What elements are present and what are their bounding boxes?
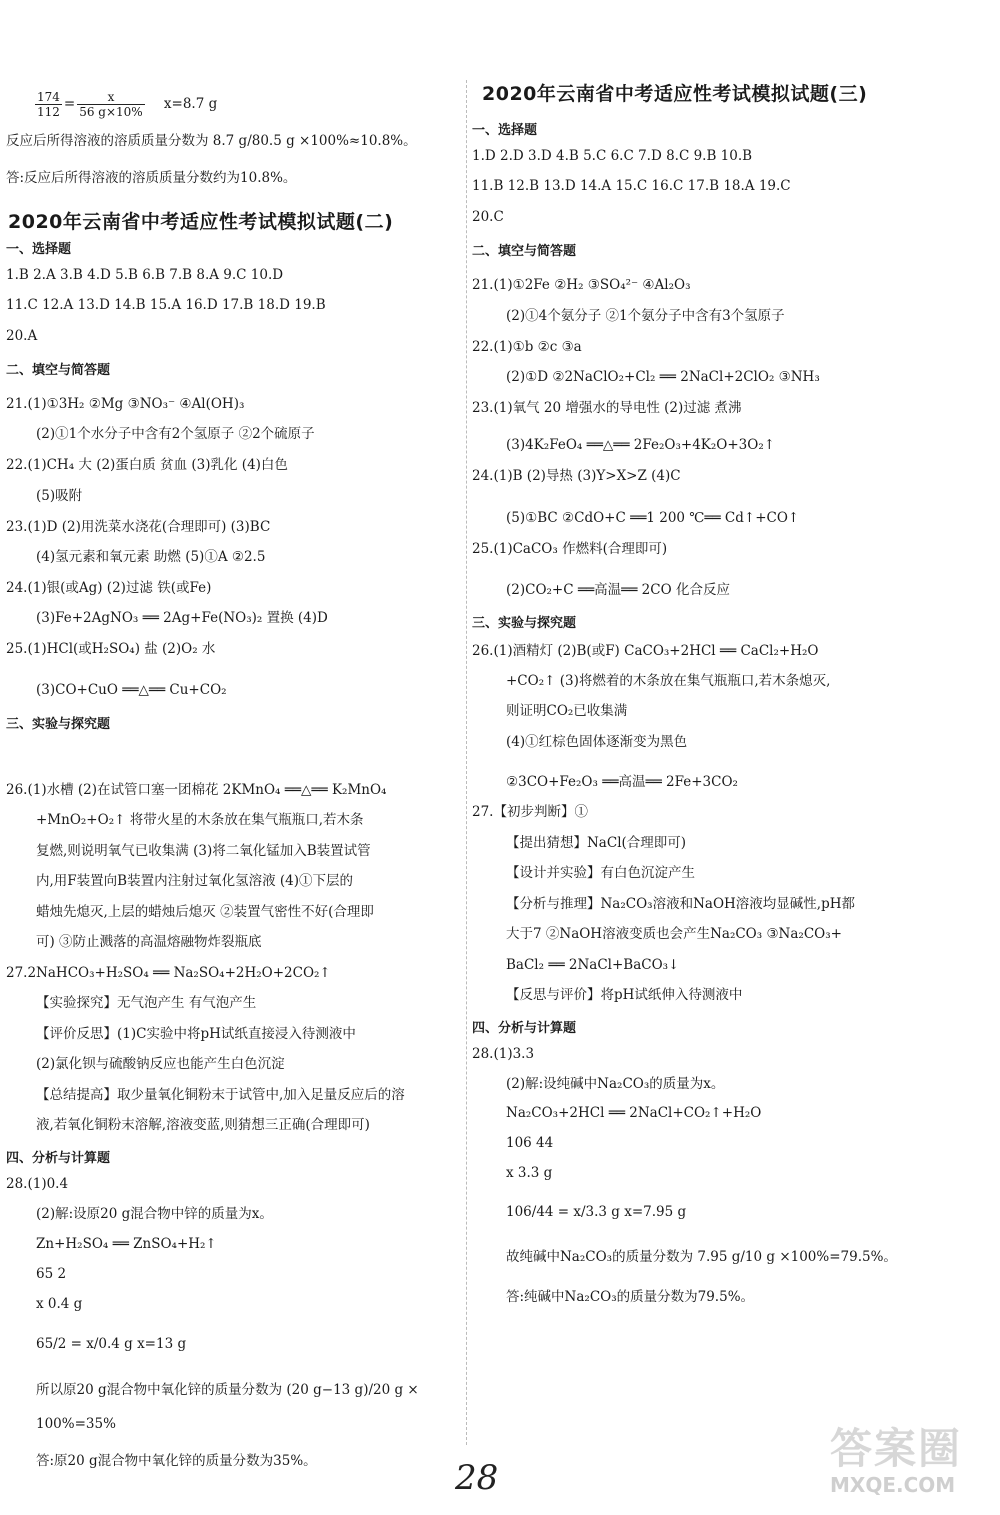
left-answer-line: 复燃,则说明氧气已收集满 (3)将二氧化锰加入B装置试管 [36,843,371,859]
section-heading: 四、分析与计算题 [472,1021,577,1036]
right-answer-line: 106/44 = x/3.3 g x=7.95 g [506,1204,687,1220]
left-answer-line: 反应后所得溶液的溶质质量分数为 8.7 g/80.5 g ×100%≈10.8%。 [6,133,417,149]
left-answer-line: 蜡烛先熄灭,上层的蜡烛后熄灭 ②装置气密性不好(合理即 [36,904,374,920]
right-answer-line: (2)CO₂+C ══高温══ 2CO 化合反应 [506,582,730,598]
left-answer-line: 26.(1)水槽 (2)在试管口塞一团棉花 2KMnO₄ ══△══ K₂MnO₄ [6,782,387,798]
left-answer-line: 25.(1)HCl(或H₂SO₄) 盐 (2)O₂ 水 [6,641,216,657]
right-answer-line: (5)①BC ②CdO+C ══1 200 ℃══ Cd↑+CO↑ [506,510,800,526]
right-answer-line: 23.(1)氧气 20 增强水的导电性 (2)过滤 煮沸 [472,400,742,416]
left-answer-line: 27.2NaHCO₃+H₂SO₄ ══ Na₂SO₄+2H₂O+2CO₂↑ [6,965,331,981]
watermark [830,1425,995,1510]
watermark-url: MXQE.COM [830,1473,956,1497]
right-answer-line: 26.(1)酒精灯 (2)B(或F) CaCO₃+2HCl ══ CaCl₂+H₂O [472,643,819,659]
right-answer-line: 则证明CO₂已收集满 [506,703,628,719]
right-answer-line: (3)4K₂FeO₄ ══△══ 2Fe₂O₃+4K₂O+3O₂↑ [506,437,776,453]
left-answer-line: 11.C 12.A 13.D 14.B 15.A 16.D 17.B 18.D 19.B [6,297,326,313]
right-answer-line: 大于7 ②NaOH溶液变质也会产生Na₂CO₃ ③Na₂CO₃+ [506,926,842,942]
exam-title-3: 2020年云南省中考适应性考试模拟试题(三) [482,83,868,105]
left-answer-line: (5)吸附 [36,488,83,504]
left-answer-line: 1.B 2.A 3.B 4.D 5.B 6.B 7.B 8.A 9.C 10.D [6,267,284,283]
right-answer-line: (2)①4个氨分子 ②1个氨分子中含有3个氢原子 [506,308,785,324]
right-answer-line: 【反思与评价】将pH试纸伸入待测液中 [506,987,743,1003]
page-number: 28 [455,1458,499,1498]
right-answer-line: 22.(1)①b ②c ③a [472,339,582,355]
left-answer-line: 22.(1)CH₄ 大 (2)蛋白质 贫血 (3)乳化 (4)白色 [6,457,288,473]
left-answer-line: 【评价反思】(1)C实验中将pH试纸直接浸入待测液中 [36,1026,356,1042]
left-answer-line: 65 2 [36,1266,67,1282]
left-answer-line: (2)氯化钡与硫酸钠反应也能产生白色沉淀 [36,1056,285,1072]
right-answer-line: 24.(1)B (2)导热 (3)Y>X>Z (4)C [472,468,681,484]
section-heading: 三、实验与探究题 [472,616,577,631]
section-heading: 二、填空与简答题 [6,363,111,378]
watermark-logo: 答案圈 [830,1424,963,1473]
right-answer-line: (4)①红棕色固体逐渐变为黑色 [506,734,688,750]
left-answer-line: 【实验探究】无气泡产生 有气泡产生 [36,995,257,1011]
left-answer-line: 24.(1)银(或Ag) (2)过滤 铁(或Fe) [6,580,212,596]
right-answer-line: x 3.3 g [506,1165,553,1181]
right-answer-line: 20.C [472,209,504,225]
section-heading: 四、分析与计算题 [6,1151,111,1166]
right-answer-line: 28.(1)3.3 [472,1046,535,1062]
left-answer-line: x 0.4 g [36,1296,83,1312]
right-answer-line: 21.(1)①2Fe ②H₂ ③SO₄²⁻ ④Al₂O₃ [472,277,691,293]
left-answer-line: (4)氢元素和氧元素 助燃 (5)①A ②2.5 [36,549,266,565]
left-answer-line: 100%=35% [36,1416,116,1432]
left-answer-line: (3)Fe+2AgNO₃ ══ 2Ag+Fe(NO₃)₂ 置换 (4)D [36,610,328,626]
right-answer-line: 【提出猜想】NaCl(合理即可) [506,835,687,851]
right-answer-line: Na₂CO₃+2HCl ══ 2NaCl+CO₂↑+H₂O [506,1105,762,1121]
right-answer-line: (2)①D ②2NaClO₂+Cl₂ ══ 2NaCl+2ClO₂ ③NH₃ [506,369,820,385]
right-answer-line: BaCl₂ ══ 2NaCl+BaCO₃↓ [506,957,680,973]
section-heading: 一、选择题 [6,242,72,257]
left-answer-line: 液,若氧化铜粉末溶解,溶液变蓝,则猜想三正确(合理即可) [36,1117,370,1133]
left-answer-line: (2)①1个水分子中含有2个氢原子 ②2个硫原子 [36,426,315,442]
left-answer-line: 答:原20 g混合物中氧化锌的质量分数为35%。 [36,1453,317,1469]
right-answer-line: 【设计并实验】有白色沉淀产生 [506,865,695,881]
right-answer-line: 【分析与推理】Na₂CO₃溶液和NaOH溶液均显碱性,pH都 [506,896,855,912]
right-answer-line: 11.B 12.B 13.D 14.A 15.C 16.C 17.B 18.A 19.C [472,178,791,194]
right-answer-line: (2)解:设纯碱中Na₂CO₃的质量为x。 [506,1076,725,1092]
left-answer-line: 答:反应后所得溶液的溶质质量分数约为10.8%。 [6,170,297,186]
right-answer-line: +CO₂↑ (3)将燃着的木条放在集气瓶瓶口,若木条熄灭, [506,673,831,689]
left-answer-line: (2)解:设原20 g混合物中锌的质量为x。 [36,1206,273,1222]
section-heading: 二、填空与简答题 [472,244,577,259]
left-answer-line: 所以原20 g混合物中氧化锌的质量分数为 (20 g−13 g)/20 g × [36,1382,419,1398]
right-answer-line: 答:纯碱中Na₂CO₃的质量分数为79.5%。 [506,1289,755,1305]
right-answer-line: 106 44 [506,1135,554,1151]
section-heading: 三、实验与探究题 [6,717,111,732]
left-answer-line: 20.A [6,328,38,344]
left-answer-line: 21.(1)①3H₂ ②Mg ③NO₃⁻ ④Al(OH)₃ [6,396,245,412]
left-answer-line: 65/2 = x/0.4 g x=13 g [36,1336,187,1352]
section-heading: 一、选择题 [472,123,538,138]
left-answer-line: (3)CO+CuO ══△══ Cu+CO₂ [36,682,227,698]
right-answer-line: ②3CO+Fe₂O₃ ══高温══ 2Fe+3CO₂ [506,774,738,790]
right-answer-line: 27.【初步判断】① [472,804,588,820]
left-answer-line: 28.(1)0.4 [6,1176,69,1192]
top-formula: $\frac{174}{112}$ = $\frac{x}{56 g\times 10\%}$ x=8.7 g [37,90,218,119]
left-answer-line: 23.(1)D (2)用洗菜水浇花(合理即可) (3)BC [6,519,271,535]
left-answer-line: 【总结提高】取少量氧化铜粉末于试管中,加入足量反应后的溶 [36,1087,405,1103]
left-answer-line: Zn+H₂SO₄ ══ ZnSO₄+H₂↑ [36,1236,217,1252]
left-answer-line: 内,用F装置向B装置内注射过氧化氢溶液 (4)①下层的 [36,873,353,889]
left-answer-line: 可) ③防止溅落的高温熔融物炸裂瓶底 [36,934,262,950]
left-answer-line: +MnO₂+O₂↑ 将带火星的木条放在集气瓶瓶口,若木条 [36,812,364,828]
right-answer-line: 25.(1)CaCO₃ 作燃料(合理即可) [472,541,668,557]
right-answer-line: 故纯碱中Na₂CO₃的质量分数为 7.95 g/10 g ×100%=79.5%。 [506,1249,897,1265]
exam-title-2: 2020年云南省中考适应性考试模拟试题(二) [8,211,394,233]
column-divider [466,80,467,1445]
right-answer-line: 1.D 2.D 3.D 4.B 5.C 6.C 7.D 8.C 9.B 10.B [472,148,753,164]
